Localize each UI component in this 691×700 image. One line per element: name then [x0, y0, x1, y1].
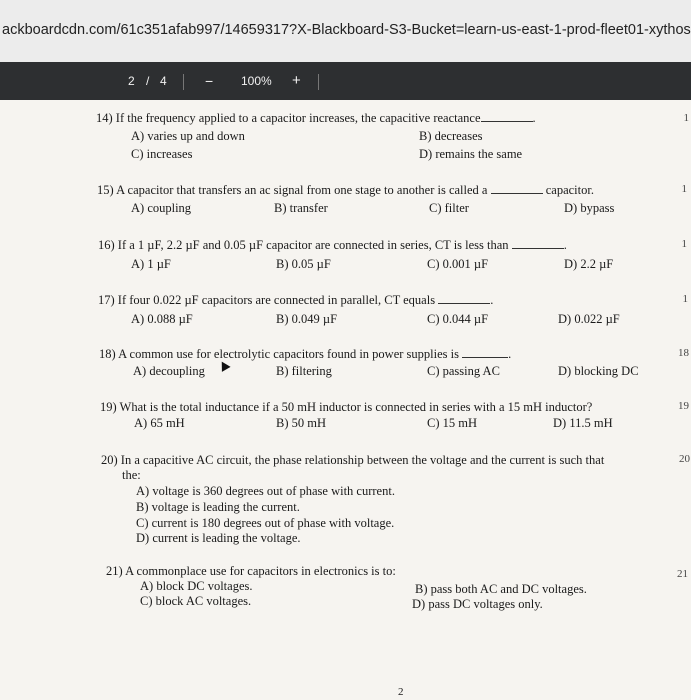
page-current[interactable]: 2: [128, 74, 135, 88]
page-footer-number: 2: [398, 686, 404, 698]
option-c: C) 0.044 µF: [427, 312, 489, 326]
question-15: [97, 183, 594, 198]
option-c: C) filter: [429, 201, 469, 215]
option-d: D) pass DC voltages only.: [412, 597, 543, 611]
option-c: C) 15 mH: [427, 416, 477, 430]
margin-number: 1: [682, 293, 688, 305]
option-a: A) coupling: [131, 201, 192, 215]
option-d: D) current is leading the voltage.: [136, 531, 301, 545]
address-bar[interactable]: [0, 0, 691, 62]
option-c: C) 0.001 µF: [427, 257, 489, 271]
answer-blank: [481, 121, 533, 122]
question-suffix: .: [563, 238, 567, 252]
option-a: A) decoupling: [133, 364, 205, 378]
option-d: D) bypass: [564, 201, 615, 215]
question-20: 20) In a capacitive AC circuit, the phase relationship between the voltage and the current is such that: [101, 453, 605, 467]
option-a: A) 65 mH: [134, 416, 185, 430]
option-c: C) block AC voltages.: [140, 594, 252, 608]
zoom-level[interactable]: 100%: [241, 74, 272, 88]
answer-blank: [491, 193, 543, 194]
question-text: 17) If four 0.022 µF capacitors are connected in parallel, CT equals: [98, 293, 436, 307]
answer-blank: [512, 248, 564, 249]
question-20-continuation: the:: [122, 468, 141, 482]
question-19: 19) What is the total inductance if a 50 mH inductor is connected in series with a 15 mH inductor?: [100, 400, 593, 414]
option-d: D) blocking DC: [558, 364, 639, 378]
page-separator: /: [146, 74, 150, 88]
question-16: [98, 238, 567, 253]
page-total: 4: [160, 74, 167, 88]
url-text[interactable]: ackboardcdn.com/61c351afab997/14659317?X-Blackboard-S3-Bucket=learn-us-east-1-prod-fleet01-xythos: [2, 22, 691, 38]
margin-number: 1: [681, 183, 687, 195]
margin-number: 1: [683, 112, 689, 124]
question-14: [96, 111, 536, 126]
zoom-out-button[interactable]: −: [205, 73, 214, 89]
option-b: B) transfer: [274, 201, 328, 215]
option-c: C) passing AC: [427, 364, 500, 378]
option-d: D) 0.022 µF: [558, 312, 620, 326]
question-18: [99, 347, 511, 362]
question-suffix: .: [490, 293, 494, 307]
option-b: B) 0.049 µF: [276, 312, 338, 326]
question-suffix: .: [508, 347, 512, 361]
question-suffix: .: [532, 111, 536, 125]
option-a: A) block DC voltages.: [140, 579, 253, 593]
option-b: B) 50 mH: [276, 416, 326, 430]
question-text: 16) If a 1 µF, 2.2 µF and 0.05 µF capacitor are connected in series, CT is less than: [98, 238, 509, 252]
pdf-toolbar: [0, 62, 691, 100]
pdf-page: [0, 100, 691, 700]
margin-number: 18: [678, 347, 689, 359]
option-b: B) filtering: [276, 364, 332, 378]
margin-number: 19: [678, 400, 689, 412]
question-21: 21) A commonplace use for capacitors in electronics is to:: [106, 564, 396, 578]
question-text: 15) A capacitor that transfers an ac signal from one stage to another is called a: [97, 183, 488, 197]
option-a: A) 1 µF: [131, 257, 171, 271]
toolbar-divider: [318, 74, 319, 90]
option-b: B) voltage is leading the current.: [136, 500, 300, 514]
option-c: C) increases: [131, 147, 193, 161]
question-text: 14) If the frequency applied to a capacitor increases, the capacitive reactance: [96, 111, 481, 125]
option-a: A) 0.088 µF: [131, 312, 193, 326]
margin-number: 20: [679, 453, 690, 465]
question-suffix: capacitor.: [545, 183, 594, 197]
answer-blank: [438, 303, 490, 304]
margin-number: 1: [681, 238, 687, 250]
zoom-in-button[interactable]: +: [292, 72, 301, 89]
question-17: [98, 293, 493, 308]
option-c: C) current is 180 degrees out of phase with voltage.: [136, 516, 395, 530]
option-a: A) voltage is 360 degrees out of phase with current.: [136, 484, 395, 498]
option-b: B) pass both AC and DC voltages.: [415, 582, 587, 596]
option-d: D) 2.2 µF: [564, 257, 614, 271]
question-text: 18) A common use for electrolytic capacitors found in power supplies is: [99, 347, 459, 361]
toolbar-divider: [183, 74, 184, 90]
option-a: A) varies up and down: [131, 129, 245, 143]
option-d: D) 11.5 mH: [553, 416, 613, 430]
margin-number: 21: [677, 568, 688, 580]
option-d: D) remains the same: [419, 147, 523, 161]
option-b: B) 0.05 µF: [276, 257, 331, 271]
answer-blank: [462, 357, 508, 358]
option-b: B) decreases: [419, 129, 483, 143]
